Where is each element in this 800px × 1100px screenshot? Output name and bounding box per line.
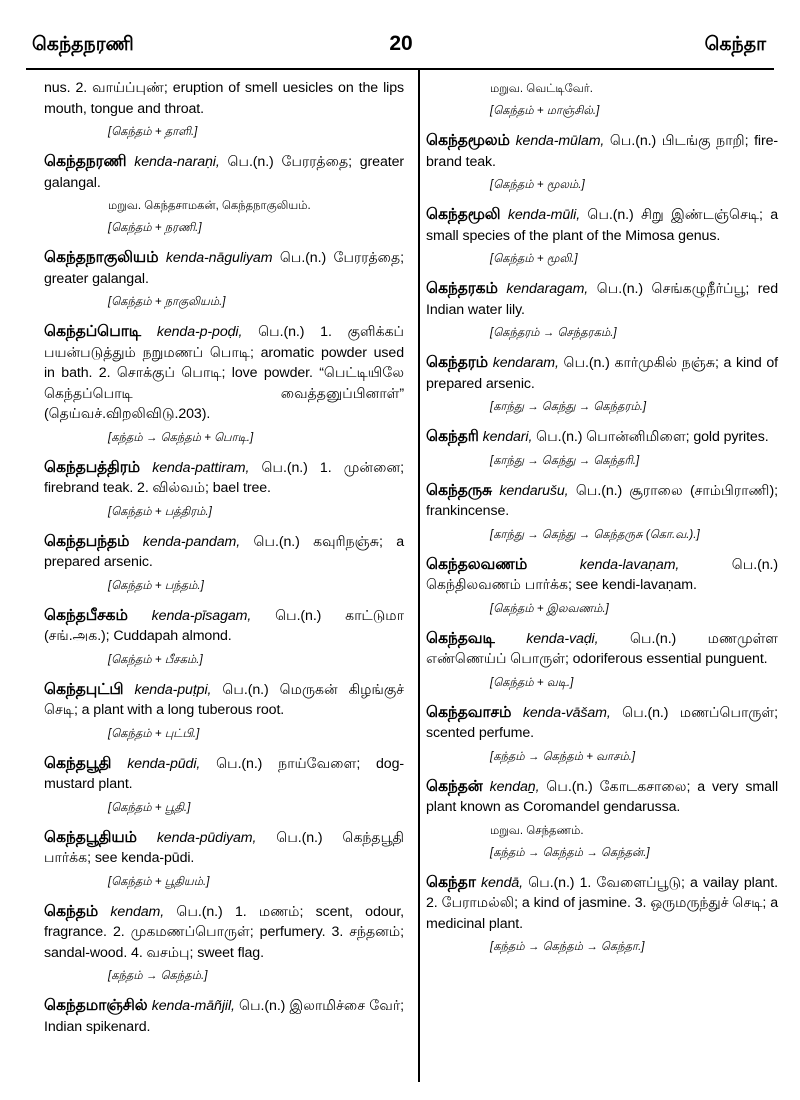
dictionary-entry: [44, 532, 404, 573]
definition: பெ.(n.) 1. மணம்; scent, odour, fragrance. 2. முகமணப்பொருள்; perfumery. 3. சந்தனம்; sandal-wood. 4. வசம்பு; sweet flag.: [44, 903, 405, 961]
right-column: [426, 78, 778, 967]
definition: பெ.(n.) சிறு இண்டஞ்செடி; a small species of the plant of the Mimosa genus.: [426, 207, 779, 244]
etymology-note: [கந்தம் → கெந்தம் → கெந்தன்.]: [490, 846, 650, 859]
right-guide-word: கெந்தா: [704, 34, 766, 55]
headword: கெந்தலவணம்: [426, 555, 528, 573]
definition: பெ.(n.) பேரரத்தை; greater galangal.: [44, 154, 405, 191]
etymology-note: [கந்தம் → கெந்தம் + வாசம்.]: [490, 750, 636, 763]
headword: கெந்தவடி: [426, 629, 495, 647]
dictionary-entry: [426, 353, 778, 394]
etymology-note: [கெந்தம் + நரணி.]: [108, 222, 202, 234]
transliteration: kenda-vāšam,: [522, 704, 611, 721]
definition: பெ.(n.) காட்டுமா (சங்.அக.); Cuddapah almond.: [44, 607, 405, 644]
etymology-note: [கெந்தம் + மூலம்.]: [490, 179, 585, 191]
etymology-note: [கெந்தம் + பூதி.]: [108, 801, 191, 814]
definition: பெ.(n.) சூராலை (சாம்பிராணி); frankincense.: [426, 482, 779, 519]
left-column: [44, 78, 404, 1042]
headword: கெந்தவாசம்: [426, 703, 512, 721]
transliteration: kendari,: [482, 429, 533, 445]
headword: கெந்தரி: [426, 428, 479, 445]
dictionary-entry: [426, 131, 778, 172]
transliteration: kenda-pīsagam,: [151, 607, 252, 624]
definition: பெ.(n.) கெந்திலவணம் பார்க்க; see kendi-lavaṇam.: [426, 556, 778, 593]
dictionary-entry: [426, 873, 778, 935]
dictionary-entry: [44, 902, 404, 964]
dictionary-entry: [426, 629, 778, 670]
headword: கெந்தபுட்பி: [44, 680, 124, 698]
etymology-note: [கெந்தம் + புட்பி.]: [108, 727, 200, 740]
definition: பெ.(n.) 1. முன்னை; firebrand teak. 2. வில்வம்; bael tree.: [44, 459, 404, 496]
transliteration: kenda-pandam,: [142, 533, 241, 550]
dictionary-entry: [44, 828, 404, 869]
headword: கெந்தநரணி: [44, 153, 127, 170]
headword: கெந்தப்பொடி: [44, 323, 141, 340]
headword: கெந்தபந்தம்: [44, 532, 130, 550]
transliteration: kendaram,: [492, 355, 559, 371]
transliteration: kenda-puṭpi,: [134, 681, 212, 698]
transliteration: kenda-naraṇi,: [134, 154, 220, 170]
etymology-note: [கெந்தம் + மாஞ்சில்.]: [490, 105, 600, 117]
headword: கெந்தா: [426, 873, 476, 891]
headword: கெந்தன்: [426, 777, 483, 795]
definition: பெ.(n.) கெந்தபூதி பார்க்க; see kenda-pūdi.: [44, 829, 405, 866]
headword: கெந்தமூலம்: [426, 132, 510, 149]
transliteration: kenda-mūli,: [507, 207, 581, 223]
headword: கெந்தம்: [44, 902, 99, 920]
definition: பெ.(n.) கார்முகில் நஞ்சு; a kind of prepared arsenic.: [426, 355, 778, 392]
entry-continuation: nus. 2. வாய்ப்புண்; eruption of smell uesicles on the lips mouth, tongue and throat.: [44, 80, 404, 117]
transliteration: kendarušu,: [499, 482, 569, 499]
headword: கெந்தநாகுலியம்: [44, 249, 159, 266]
definition: பெ.(n.) 1. வேளைப்பூடு; a vailay plant. 2. பேராமல்லி; a kind of jasmine. 3. ஒருமருந்துச் செடி; a medicinal plant.: [426, 874, 778, 932]
headword: கெந்தமூலி: [426, 206, 501, 223]
headword: கெந்தரம்: [426, 354, 488, 371]
etymology-note: [கெந்தம் + நாகுலியம்.]: [108, 296, 226, 308]
dictionary-entry: [44, 458, 404, 499]
transliteration: kenda-mūlam,: [515, 133, 605, 149]
transliteration: kenda-lavaṇam,: [579, 556, 680, 573]
etymology-note: [கெந்தம் + பீசகம்.]: [108, 653, 203, 666]
transliteration: kenda-nāguliyam: [165, 250, 273, 266]
etymology-note: [கெந்தம் + பந்தம்.]: [108, 579, 204, 592]
synonym-note: மறுவ. வெட்டிவேர்.: [490, 83, 593, 95]
transliteration: kenda-vaḍi,: [526, 630, 599, 647]
transliteration: kenda-pattiram,: [152, 459, 250, 476]
dictionary-entry: [44, 606, 404, 647]
transliteration: kendaragam,: [506, 281, 589, 297]
definition: பெ.(n.) செங்கழுநீர்ப்பூ; red Indian water lily.: [426, 281, 778, 318]
dictionary-entry: [426, 703, 778, 744]
dictionary-entry: [426, 205, 778, 246]
dictionary-entry: [426, 777, 778, 818]
headword: கெந்தபீசகம்: [44, 606, 128, 624]
dictionary-entry: [44, 248, 404, 289]
etymology-note: [கந்தம் → கெந்தம் + பொடி.]: [108, 431, 254, 444]
page-number: 20: [389, 32, 413, 55]
column-divider: [418, 70, 420, 1082]
headword: கெந்தருசு: [426, 481, 492, 499]
header-rule: [26, 68, 774, 70]
etymology-note: [கெந்தம் + மூலி.]: [490, 253, 578, 265]
definition: பெ.(n.) இலாமிச்சை வேர்; Indian spikenard.: [44, 998, 405, 1035]
definition: பெ.(n.) நாய்வேளை; dog-mustard plant.: [44, 755, 405, 792]
dictionary-entry: [44, 996, 404, 1037]
headword: கெந்தபத்திரம்: [44, 458, 141, 476]
transliteration: kendam,: [110, 903, 165, 920]
etymology-note: [கெந்தம் + தாளி.]: [108, 126, 198, 138]
definition: பெ.(n.) பிடங்கு நாறி; fire-brand teak.: [426, 133, 779, 170]
definition: பெ.(n.) கோடகசாலை; a very small plant known as Coromandel gendarussa.: [426, 778, 778, 815]
etymology-note: [கந்தம் → கெந்தம் → கெந்தா.]: [490, 941, 645, 953]
synonym-note: மறுவ. கெந்தசாமகன், கெந்தநாகுலியம்.: [108, 200, 311, 212]
definition: பெ.(n.) 1. குளிக்கப் பயன்படுத்தும் நறுமணப் பொடி; aromatic powder used in bath. 2. சொக்குப் பொடி; love powder. “பெட்டியிலே கெந்தப்பொடி வைத்தனுப்பினாள்” (தெய்வச்.விறலிவிடு.203).: [44, 324, 405, 422]
synonym-note: மறுவ. செந்தணம்.: [490, 824, 584, 837]
headword: கெந்தரகம்: [426, 280, 498, 297]
dictionary-entry: [44, 152, 404, 193]
dictionary-entry: [44, 680, 404, 721]
dictionary-entry: [426, 427, 778, 448]
etymology-note: [காந்து → கெந்து → கெந்தரி.]: [490, 454, 640, 467]
etymology-note: [காந்து → கெந்து → கெந்தருசு (கொ.வ.).]: [490, 528, 700, 541]
headword: கெந்தபூதியம்: [44, 828, 137, 846]
etymology-note: [கெந்தம் + பூதியம்.]: [108, 875, 210, 888]
transliteration: kenda-p-poḍi,: [156, 324, 243, 340]
dictionary-entry: [426, 555, 778, 596]
page-header: [30, 30, 772, 64]
headword: கெந்தமாஞ்சில்: [44, 997, 148, 1014]
etymology-note: [கெந்தம் + பத்திரம்.]: [108, 505, 212, 518]
etymology-note: [கந்தம் → கெந்தம்.]: [108, 970, 208, 982]
definition: பெ.(n.) மணப்பொருள்; scented perfume.: [426, 704, 779, 741]
etymology-note: [கெந்தம் + இலவணம்.]: [490, 602, 609, 615]
etymology-note: [காந்து → கெந்து → கெந்தரம்.]: [490, 401, 647, 413]
definition: பெ.(n.) கவுரிநஞ்சு; a prepared arsenic.: [44, 533, 404, 570]
definition: பெ.(n.) பொன்னிமிளை; gold pyrites.: [532, 429, 769, 445]
etymology-note: [கெந்தரம் → செந்தரகம்.]: [490, 327, 617, 339]
transliteration: kendaṉ,: [489, 778, 540, 795]
definition: பெ.(n.) மெருகன் கிழங்குச் செடி; a plant with a long tuberous root.: [44, 681, 404, 718]
dictionary-entry: [426, 279, 778, 320]
definition: பெ.(n.) மணமுள்ள எண்ணெய்ப் பொருள்; odoriferous essential punguent.: [426, 630, 778, 667]
etymology-note: [கெந்தம் + வடி.]: [490, 676, 574, 689]
transliteration: kendā,: [481, 874, 524, 891]
left-guide-word: கெந்தநரணி: [32, 34, 134, 55]
transliteration: kenda-pūdi,: [127, 755, 201, 772]
dictionary-entry: [44, 754, 404, 795]
dictionary-entry: [44, 322, 404, 425]
definition: பெ.(n.) பேரரத்தை; greater galangal.: [44, 250, 404, 287]
transliteration: kenda-pūdiyam,: [156, 829, 257, 846]
headword: கெந்தபூதி: [44, 754, 112, 772]
dictionary-entry: [426, 481, 778, 522]
transliteration: kenda-māñjil,: [151, 998, 235, 1014]
